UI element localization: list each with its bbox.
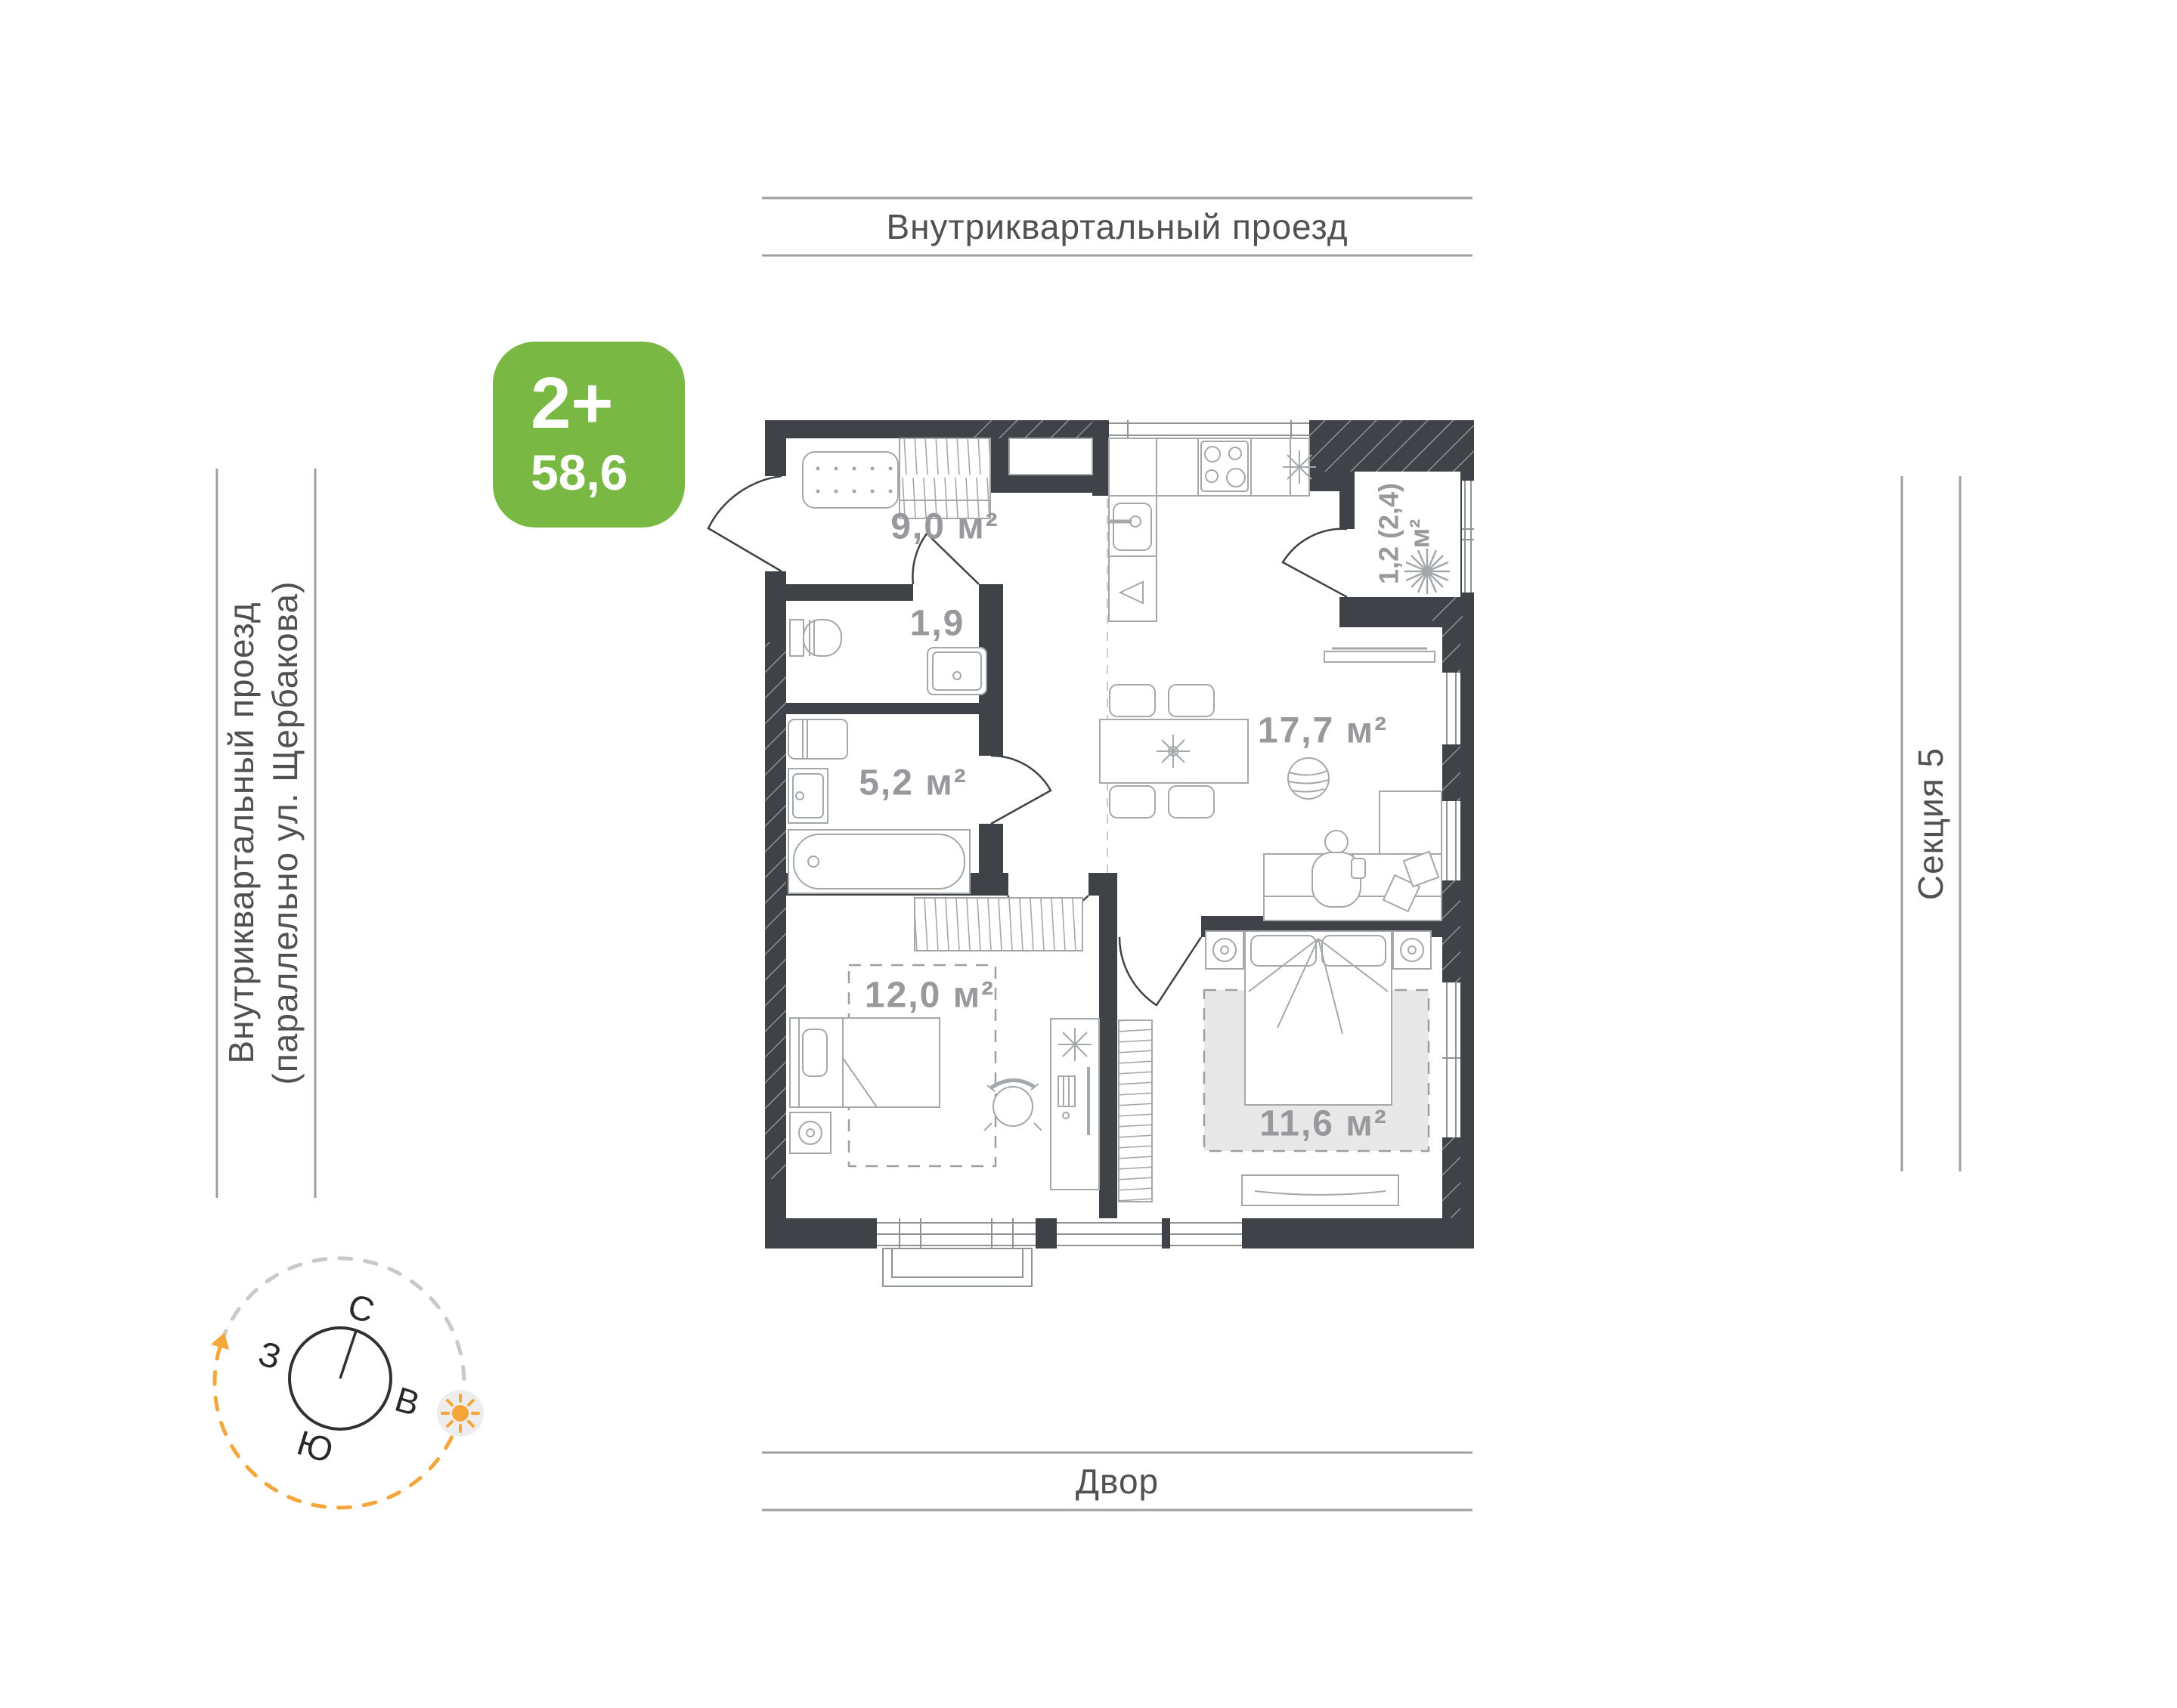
bedroom1-wardrobe	[915, 898, 1082, 951]
room-label-bathroom: 5,2 м²	[859, 763, 968, 803]
bathtub	[788, 830, 970, 893]
room-label-wc: 1,9	[909, 603, 965, 644]
street-label-left-line1: Внутриквартальный проезд	[221, 602, 261, 1064]
sofa	[1264, 791, 1442, 921]
wc-basin	[927, 648, 986, 695]
street-label-top: Внутриквартальный проезд	[886, 207, 1349, 246]
plant-icon	[1058, 1028, 1092, 1061]
bedroom1-bed	[790, 1018, 940, 1107]
compass	[211, 1258, 484, 1508]
desk-chair	[984, 1080, 1042, 1131]
section-label-right: Секция 5	[1911, 747, 1950, 901]
fridge-icon	[1283, 450, 1316, 484]
compass-east-label: В	[390, 1378, 425, 1424]
doormat	[803, 452, 898, 508]
compass-north-label: С	[343, 1286, 379, 1331]
kitchen-cabinet	[1109, 556, 1157, 621]
bedroom2-wardrobe	[1119, 1020, 1152, 1202]
street-lines	[217, 198, 1960, 1510]
bedroom2-nightstand-right	[1393, 931, 1431, 969]
apartment-badge	[493, 342, 685, 528]
furniture	[788, 438, 1450, 1205]
room-label-kitchen-living: 17,7 м²	[1257, 710, 1389, 751]
bedroom1-nightstand	[790, 1112, 831, 1153]
dining-table	[1100, 685, 1248, 818]
tv-console	[1324, 648, 1435, 662]
person	[1312, 831, 1365, 907]
desk	[1051, 1019, 1099, 1190]
balcony-area: 1,2 (2,4)	[1373, 482, 1404, 585]
washing-machine	[788, 719, 847, 759]
dresser	[1242, 1175, 1398, 1205]
compass-south-label: Ю	[293, 1422, 338, 1471]
hall-niche	[1009, 438, 1092, 475]
street-label-left-line2: (параллельно ул. Щербакова)	[265, 580, 305, 1085]
room-label-bedroom-1: 12,0 м²	[864, 975, 996, 1016]
kitchen-sink	[1109, 496, 1157, 556]
toilet	[790, 620, 841, 656]
badge-rooms-count: 2+	[531, 363, 614, 444]
bedroom2-bed	[1245, 931, 1392, 1105]
balcony-unit: м²	[1404, 518, 1435, 549]
street-label-bottom: Двор	[1075, 1462, 1160, 1501]
kitchen-counter	[1109, 438, 1316, 496]
room-label-balcony	[1373, 483, 1436, 584]
bedroom2-nightstand-left	[1206, 931, 1243, 969]
room-label-hallway: 9,0 м²	[890, 506, 999, 547]
room-label-bedroom-2: 11,6 м²	[1259, 1103, 1388, 1144]
badge-total-area: 58,6	[531, 444, 628, 500]
street-label-left	[219, 455, 313, 1211]
pouf	[1288, 758, 1329, 799]
sun-icon	[442, 1395, 478, 1431]
bath-sink	[788, 769, 828, 823]
compass-west-label: З	[254, 1333, 286, 1377]
